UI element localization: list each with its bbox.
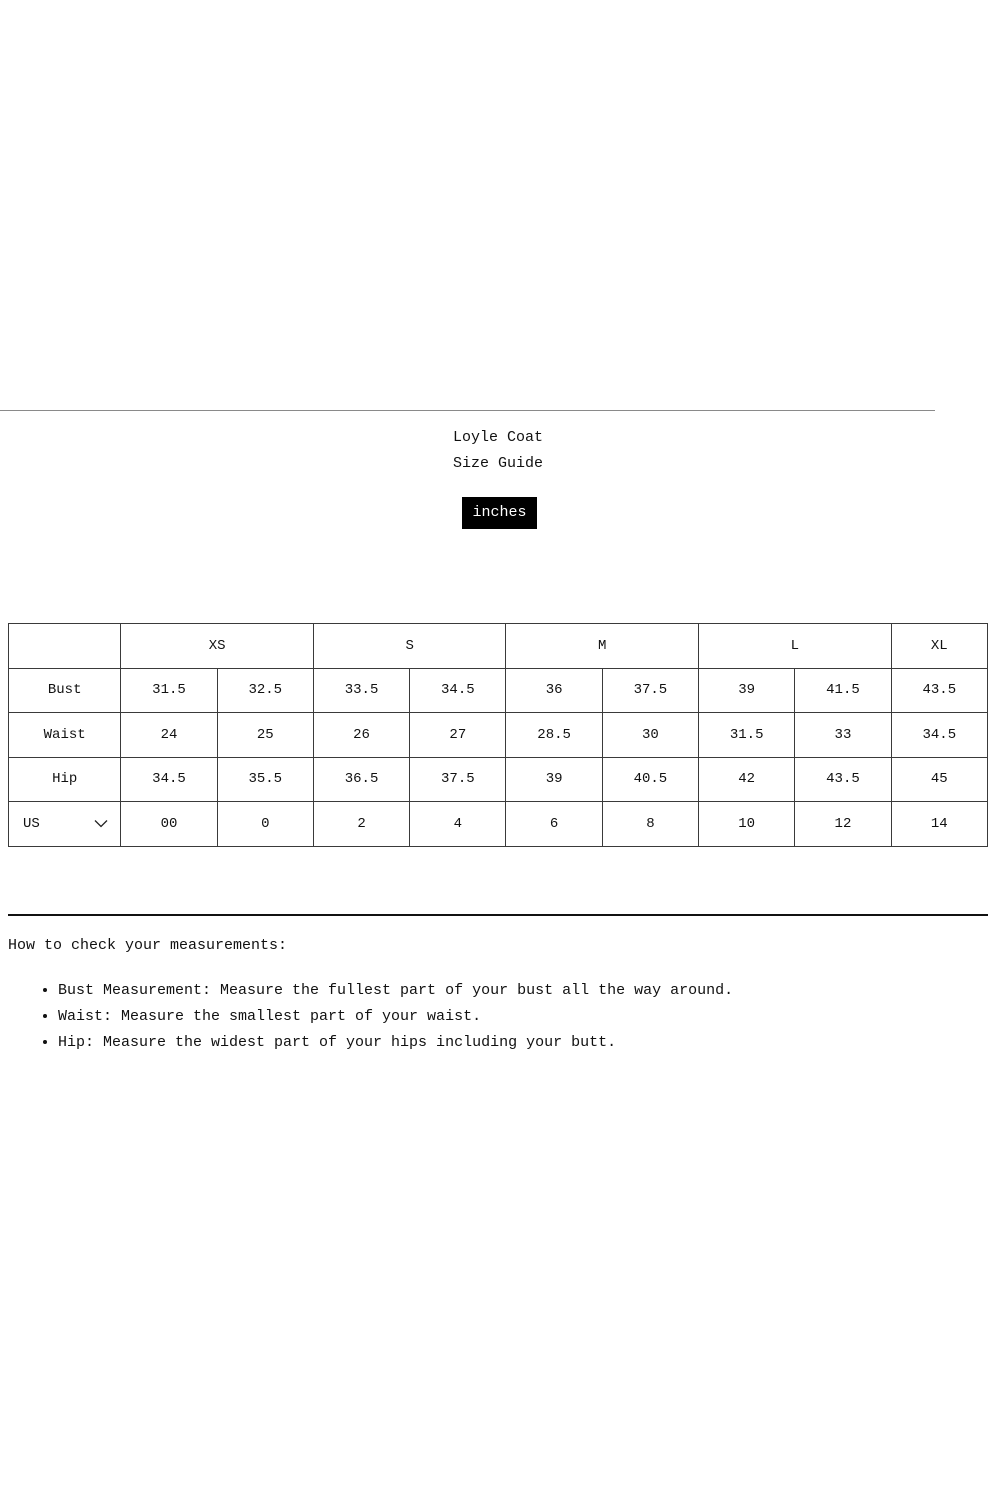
table-cell: 40.5 [602, 757, 698, 802]
top-divider [0, 410, 935, 411]
size-header-s: S [313, 624, 506, 669]
table-cell: 31.5 [121, 668, 217, 713]
table-cell: 34.5 [410, 668, 506, 713]
instructions-heading: How to check your measurements: [8, 937, 288, 954]
table-cell: 14 [891, 802, 987, 847]
list-item: • Waist: Measure the smallest part of your waist. [58, 1004, 733, 1030]
table-cell: 33 [795, 713, 891, 758]
table-cell: 37.5 [410, 757, 506, 802]
table-cell: 33.5 [313, 668, 409, 713]
unit-toggle-button[interactable]: inches [462, 497, 537, 529]
region-select[interactable] [9, 802, 121, 847]
table-cell: 8 [602, 802, 698, 847]
table-cell: 43.5 [891, 668, 987, 713]
table-cell: 25 [217, 713, 313, 758]
row-label-waist: Waist [9, 713, 121, 758]
table-cell: 10 [699, 802, 795, 847]
corner-cell [9, 624, 121, 669]
table-cell: 27 [410, 713, 506, 758]
table-cell: 2 [313, 802, 409, 847]
list-item: • Hip: Measure the widest part of your hips including your butt. [58, 1030, 733, 1056]
size-header-m: M [506, 624, 699, 669]
table-cell: 43.5 [795, 757, 891, 802]
row-label-bust: Bust [9, 668, 121, 713]
table-cell: 36.5 [313, 757, 409, 802]
size-header-xl: XL [891, 624, 987, 669]
table-cell: 0 [217, 802, 313, 847]
region-select-value: US [23, 815, 40, 832]
size-header-row [9, 624, 988, 669]
product-title: Loyle Coat [452, 429, 543, 446]
table-cell: 31.5 [699, 713, 795, 758]
size-header-xs: XS [121, 624, 314, 669]
chevron-down-icon [94, 819, 108, 828]
table-cell: 26 [313, 713, 409, 758]
waist-row [9, 713, 988, 758]
measurement-tips-list [0, 978, 733, 1056]
bust-row [9, 668, 988, 713]
table-cell: 45 [891, 757, 987, 802]
table-cell: 34.5 [891, 713, 987, 758]
table-cell: 34.5 [121, 757, 217, 802]
table-cell: 39 [506, 757, 602, 802]
table-cell: 32.5 [217, 668, 313, 713]
hip-row [9, 757, 988, 802]
table-cell: 36 [506, 668, 602, 713]
region-size-row [9, 802, 988, 847]
table-cell: 24 [121, 713, 217, 758]
row-label-hip: Hip [9, 757, 121, 802]
table-cell: 28.5 [506, 713, 602, 758]
table-cell: 39 [699, 668, 795, 713]
section-divider [8, 914, 988, 916]
size-chart-table [8, 623, 988, 847]
table-cell: 4 [410, 802, 506, 847]
table-cell: 35.5 [217, 757, 313, 802]
table-cell: 00 [121, 802, 217, 847]
table-cell: 30 [602, 713, 698, 758]
size-header-l: L [699, 624, 892, 669]
table-cell: 37.5 [602, 668, 698, 713]
table-cell: 41.5 [795, 668, 891, 713]
table-cell: 12 [795, 802, 891, 847]
table-cell: 6 [506, 802, 602, 847]
table-cell: 42 [699, 757, 795, 802]
size-guide-title: Size Guide [452, 455, 543, 472]
list-item: • Bust Measurement: Measure the fullest part of your bust all the way around. [58, 978, 733, 1004]
